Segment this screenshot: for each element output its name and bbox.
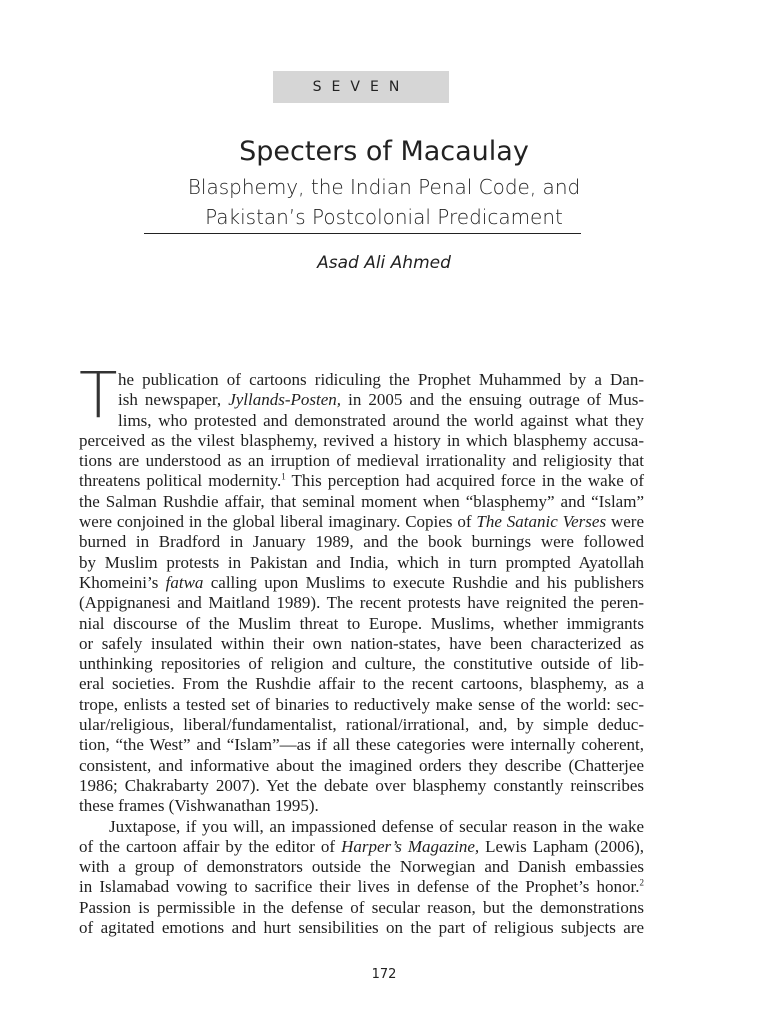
text-line: of the cartoon affair by the editor of Harper’s Magazine, Lewis Lapham (2006), <box>79 836 644 856</box>
text-line: tion, “the West” and “Islam”—as if all these categories were internally coherent, <box>79 735 644 755</box>
chapter-label: SEVEN <box>273 71 449 103</box>
text-line: Passion is permissible in the defense of secular reason, but the demonstrations <box>79 897 644 917</box>
text-line: ular/religious, liberal/fundamentalist, rational/irrational, and, by simple deduc- <box>79 715 644 735</box>
text-line: eral societies. From the Rushdie affair to the recent cartoons, blasphemy, as a <box>79 674 644 694</box>
text-line: with a group of demonstrators outside the Norwegian and Danish embassies <box>79 857 644 877</box>
text-line: unthinking repositories of religion and culture, the constitutive outside of lib- <box>79 654 644 674</box>
footnote-marker[interactable]: 2 <box>639 877 644 888</box>
drop-cap: T <box>79 359 118 432</box>
text-line: of agitated emotions and hurt sensibilities on the part of religious subjects are <box>79 918 644 938</box>
text-line: Juxtapose, if you will, an impassioned defense of secular reason in the wake <box>109 816 644 836</box>
text-line: were conjoined in the global liberal imaginary. Copies of The Satanic Verses were <box>79 512 644 532</box>
text-line: 1986; Chakrabarty 2007). Yet the debate over blasphemy constantly reinscribes <box>79 775 644 795</box>
chapter-subtitle <box>100 172 668 232</box>
subtitle-line: Pakistan’s Postcolonial Predicament <box>205 205 563 229</box>
text-line: (Appignanesi and Maitland 1989). The recent protests have reignited the peren- <box>79 593 644 613</box>
text-line: or safely insulated within their own nation-states, have been characterized as <box>79 633 644 653</box>
text-line: ish newspaper, Jyllands-Posten, in 2005 and the ensuing outrage of Mus- <box>118 390 644 410</box>
text-line: the Salman Rushdie affair, that seminal moment when “blasphemy” and “Islam” <box>79 491 644 511</box>
text-line: consistent, and informative about the imagined orders they describe (Chatterjee <box>79 755 644 775</box>
text-line: he publication of cartoons ridiculing the Prophet Muhammed by a Dan- <box>118 370 644 389</box>
text-line: by Muslim protests in Pakistan and India, which in turn prompted Ayatollah <box>79 552 644 572</box>
subtitle-line: Blasphemy, the Indian Penal Code, and <box>187 175 581 199</box>
text-line: tions are understood as an irruption of medieval irrationality and religiosity that <box>79 451 644 471</box>
text-line: perceived as the vilest blasphemy, revived a history in which blasphemy accusa- <box>79 430 644 450</box>
text-line: trope, enlists a tested set of binaries to reductively make sense of the world: sec- <box>79 694 644 714</box>
author-name: Asad Ali Ahmed <box>317 253 451 273</box>
body-text <box>79 370 644 938</box>
title-rule <box>144 233 581 234</box>
page-number: 172 <box>371 967 397 982</box>
chapter-title: Specters of Macaulay <box>239 136 529 167</box>
text-line: threatens political modernity.$^1$ This perception had acquired force in the wake of <box>79 471 644 491</box>
text-line: lims, who protested and demonstrated around the world against what they <box>118 410 644 430</box>
text-line: nial discourse of the Muslim threat to Europe. Muslims, whether immigrants <box>79 613 644 633</box>
text-line: in Islamabad vowing to sacrifice their lives in defense of the Prophet’s honor.$^2$ <box>79 877 644 897</box>
text-line: these frames (Vishwanathan 1995). <box>79 796 319 816</box>
text-line: burned in Bradford in January 1989, and the book burnings were followed <box>79 532 644 552</box>
footnote-marker[interactable]: 1 <box>281 471 286 482</box>
text-line: Khomeini’s fatwa calling upon Muslims to execute Rushdie and his publishers <box>79 572 644 592</box>
